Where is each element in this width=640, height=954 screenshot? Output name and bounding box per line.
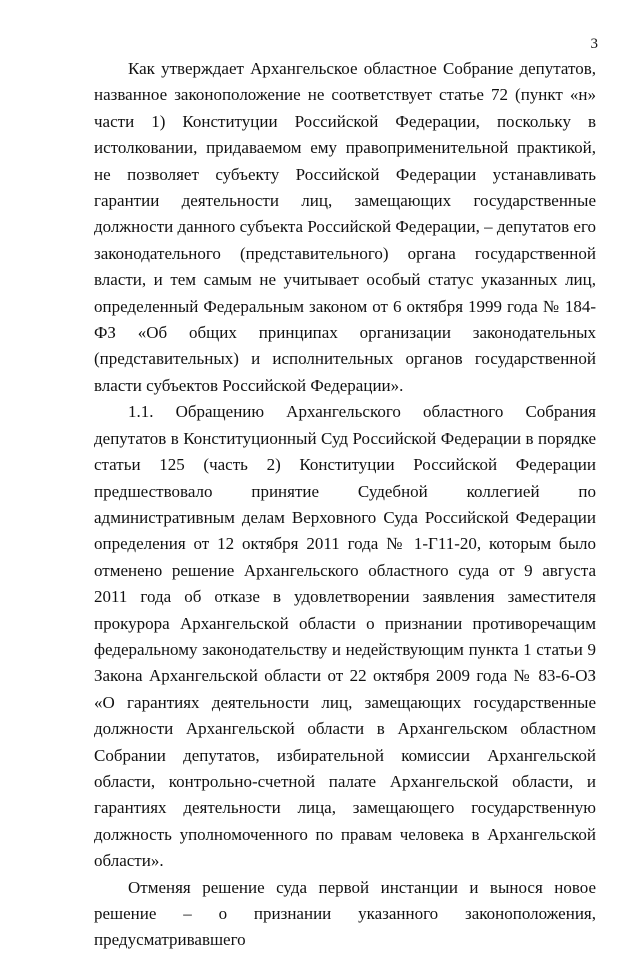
page-number: 3 [590,36,598,52]
paragraph-3: Отменяя решение суда первой инстанции и вынося новое решение – о признании указанного законоположения, предусматривавшего [94,877,596,950]
paragraph-1: Как утверждает Архангельское областное Собрание депутатов, названное законоположение не соответствует статье 72 (пункт «н» части 1) Конституции Российской Федерации, поскольку в истолковании, придаваемом ему правоприменительной практикой, не позволяет субъекту Российской Федерации устанавливать гарантии деятельности лиц, замещающих государственные должности данного субъекта Российской Федерации, – депутатов его законодательного (представительного) органа государственной власти, и тем самым не учитывает особый статус указанных лиц, определенный Федеральным законом от 6 октября 1999 года № 184-ФЗ «Об общих принципах организации законодательных (представительных) и исполнительных органов государственной власти субъектов Российской Федерации». [94,59,596,395]
document-body [94,56,596,954]
paragraph-2: 1.1. Обращению Архангельского областного Собрания депутатов в Конституционный Суд Российской Федерации в порядке статьи 125 (часть 2) Конституции Российской Федерации предшествовало принятие Судебной коллегией по административным делам Верховного Суда Российской Федерации определения от 12 октября 2011 года № 1-Г11-20, которым было отменено решение Архангельского областного суда от 9 августа 2011 года об отказе в удовлетворении заявления заместителя прокурора Архангельской области о признании противоречащим федеральному законодательству и недействующим пункта 1 статьи 9 Закона Архангельской области от 22 октября 2009 года № 83-6-ОЗ «О гарантиях деятельности лиц, замещающих государственные должности Архангельской области в Архангельском областном Собрании депутатов, избирательной комиссии Архангельской области, контрольно-счетной палате Архангельской области, и гарантиях деятельности лица, замещающего государственную должность уполномоченного по правам человека в Архангельской области». [94,402,596,871]
